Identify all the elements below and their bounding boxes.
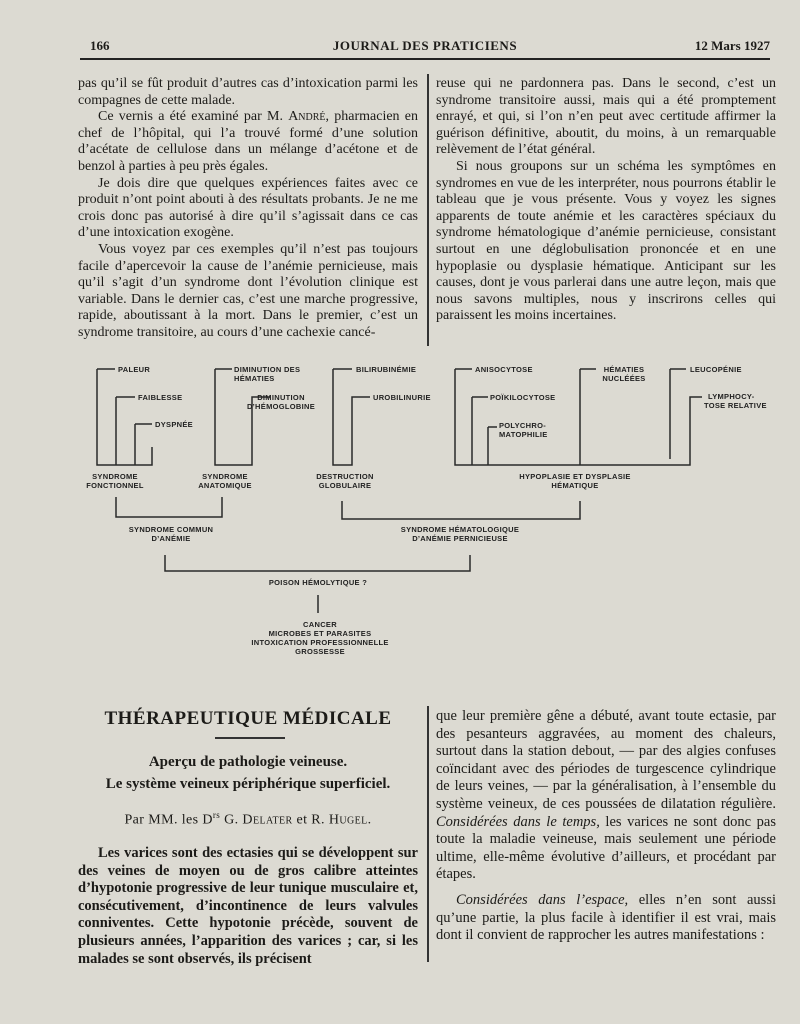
top-right-column <box>436 76 776 325</box>
label-line: SYNDROME <box>202 472 248 481</box>
label-line: POLYCHRO- <box>499 421 547 430</box>
paragraph: Les varices sont des ectasies qui se développent sur des veines de moyen ou de gros calibre atteintes d’hypotonie progressive de leur tunique musculaire et, consécutivement, d’incontinence de leurs valvules conniventes. Cette hypotonie précède, souvent de plusieurs années, l’apparition des varices ; car, si les malades se sont observés, ils précisent <box>78 845 418 967</box>
paragraph: pas qu’il se fût produit d’autres cas d’intoxication parmi les compagnes de cette malade. <box>78 76 418 108</box>
top-left-column <box>78 76 418 342</box>
label-line: SYNDROME COMMUN <box>128 525 214 534</box>
label-line: ANATOMIQUE <box>198 481 252 490</box>
hematology-diagram <box>0 355 800 665</box>
label-line: D’ANÉMIE <box>151 534 191 543</box>
paragraph <box>436 708 776 884</box>
italic-run: Considérées dans l’espace, <box>456 891 629 908</box>
label-line: DIMINUTION <box>257 393 305 402</box>
label-diminution-hemoglobine <box>238 393 324 411</box>
label-polychromatophilie <box>499 421 548 439</box>
label-line: LYMPHOCY- <box>708 392 755 401</box>
text-run: , pharmacien en chef de l’hôpital, qui l’a trouvé formé d’une solution d’acétate de cellulose dans un mélange d’acétone et de benzol à parties à peu près égales. <box>78 109 419 174</box>
label-syndrome-fonctionnel <box>70 472 160 490</box>
label-line: D’ANÉMIE PERNICIEUSE <box>412 534 508 543</box>
label-line: D’HÉMOGLOBINE <box>246 402 316 411</box>
label-urobilinurie: UROBILINURIE <box>373 393 431 402</box>
label-lymphocytose <box>704 392 767 410</box>
label-destruction-globulaire <box>300 472 390 490</box>
label-line: GLOBULAIRE <box>318 481 372 490</box>
label-line: TOSE RELATIVE <box>704 401 767 410</box>
paragraph <box>436 892 776 945</box>
paragraph: Si nous groupons sur un schéma les symptômes en syndromes en vue de les interpréter, nous pourrons établir le tableau que je vous présente. Vous y voyez les signes apparents de toute anémie et les caractères spéciaux du syndrome hématologique d’anémie pernicieuse, consistant surtout en une déglobulisation prononcée et en une hypoplasie ou dysplasie hématique. Anticipant sur les causes, dont je vous parlerai dans une autre leçon, mais que nous savons multiples, nous y inscrirons celles qui paraissent les moins incertaines. <box>436 158 776 324</box>
label-line: HÉMATIES <box>234 374 275 383</box>
article-title-line1: Aperçu de pathologie veineuse. <box>148 754 348 770</box>
label-causes <box>220 620 420 656</box>
section-rule <box>215 737 285 739</box>
article-left-column <box>78 845 418 968</box>
page-number: 166 <box>90 38 110 53</box>
label-hypoplasie-dysplasie <box>490 472 660 490</box>
label-poison-hemolytique: POISON HÉMOLYTIQUE ? <box>268 578 368 587</box>
running-header <box>80 38 770 56</box>
italic-run: Considérées dans le temps, <box>436 813 600 830</box>
label-paleur: PALEUR <box>118 365 151 374</box>
label-line: CANCER <box>303 620 337 629</box>
label-leucopenie: LEUCOPÉNIE <box>690 365 742 374</box>
label-line: MICROBES ET PARASITES <box>268 629 372 638</box>
label-line: INTOXICATION PROFESSIONNELLE <box>251 638 389 647</box>
author-name: André <box>288 109 326 125</box>
label-syndrome-anatomique <box>180 472 270 490</box>
author-1: G. Delater <box>224 812 293 828</box>
column-rule <box>427 74 429 346</box>
label-dyspnee: DYSPNÉE <box>155 420 193 429</box>
byline-text: Par MM. les D <box>124 812 213 828</box>
label-line: FONCTIONNEL <box>86 481 144 490</box>
label-line: GROSSESSE <box>295 647 345 656</box>
label-syndrome-commun <box>106 525 236 543</box>
text-run: que leur première gêne a débuté, avant toute ectasie, par des pesanteurs aggravées, au moment des chaleurs, surtout dans la station debout, — par des algies confuses coïncidant avec des périodes de turgescence cylindrique de leurs veines, — par la généralisation, à l’ensemble du système veineux, de ces poussées de dilatation régulière. <box>436 708 776 812</box>
journal-title: JOURNAL DES PRATICIENS <box>332 38 518 53</box>
author-2: R. Hugel. <box>311 812 372 828</box>
byline-sup: rs <box>212 810 221 820</box>
text-run: elles n’en sont aussi qu’une partie, la plus facile à identifier il est vrai, mais dont il convient de rapprocher les autres manifestations : <box>436 891 776 944</box>
label-line: DIMINUTION DES <box>234 365 301 374</box>
label-line: HYPOPLASIE ET DYSPLASIE <box>519 472 631 481</box>
text-run: les varices ne sont donc pas toute la maladie veineuse, mais seulement une période ultime, elle-même évolutive d’ailleurs, et procédant par étapes. <box>436 813 776 883</box>
issue-date: 12 Mars 1927 <box>694 38 770 53</box>
byline <box>78 810 418 829</box>
paragraph: Je dois dire que quelques expériences faites avec ce produit n’ont point abouti à des résultats probants. Je ne me crois donc pas autorisé à dire qu’il s’agissait dans ce cas d’une intoxication exogène. <box>78 175 418 241</box>
label-hematies-nucleees <box>594 365 654 383</box>
label-line: HÉMATIQUE <box>551 481 599 490</box>
label-anisocytose: ANISOCYTOSE <box>475 365 533 374</box>
text-run: Ce vernis a été examiné par M. <box>98 109 283 125</box>
section-title: THÉRAPEUTIQUE MÉDICALE <box>104 708 392 729</box>
label-poikilocytose: POÏKILOCYTOSE <box>490 393 556 402</box>
header-rule <box>80 58 770 60</box>
label-line: DESTRUCTION <box>316 472 374 481</box>
label-line: SYNDROME HÉMATOLOGIQUE <box>400 525 520 534</box>
label-bilirubinemie: BILIRUBINÉMIE <box>356 365 417 374</box>
paragraph <box>78 109 418 175</box>
paragraph: reuse qui ne pardonnera pas. Dans le second, c’est un syndrome transitoire aussi, mais qui a été promptement enrayé, et qui, si l’on n’en peut avec certitude affirmer la guérison définitive, aboutit, du moins, à un remarquable relèvement de l’état général. <box>436 76 776 158</box>
column-rule <box>427 706 429 962</box>
label-diminution-hematies <box>234 365 300 383</box>
label-line: MATOPHILIE <box>499 430 548 439</box>
article-title-line2: Le système veineux périphérique superficiel. <box>105 776 391 792</box>
label-syndrome-hematologique <box>370 525 550 543</box>
label-line: NUCLÉÉES <box>602 374 646 383</box>
byline-et: et <box>296 812 308 828</box>
label-faiblesse: FAIBLESSE <box>138 393 183 402</box>
paragraph: Vous voyez par ces exemples qu’il n’est pas toujours facile d’apercevoir la cause de l’anémie pernicieuse, mais qu’il s’agit d’un syndrome dont l’évolution clinique est variable. Dans le dernier cas, c’est une marche progressive, rapide, aboutissant à la mort. Dans le premier, c’est un syndrome transitoire, au cours d’une cachexie cancé- <box>78 241 418 340</box>
label-line: HÉMATIES <box>603 365 645 374</box>
article-right-column <box>436 708 776 945</box>
label-line: SYNDROME <box>92 472 138 481</box>
